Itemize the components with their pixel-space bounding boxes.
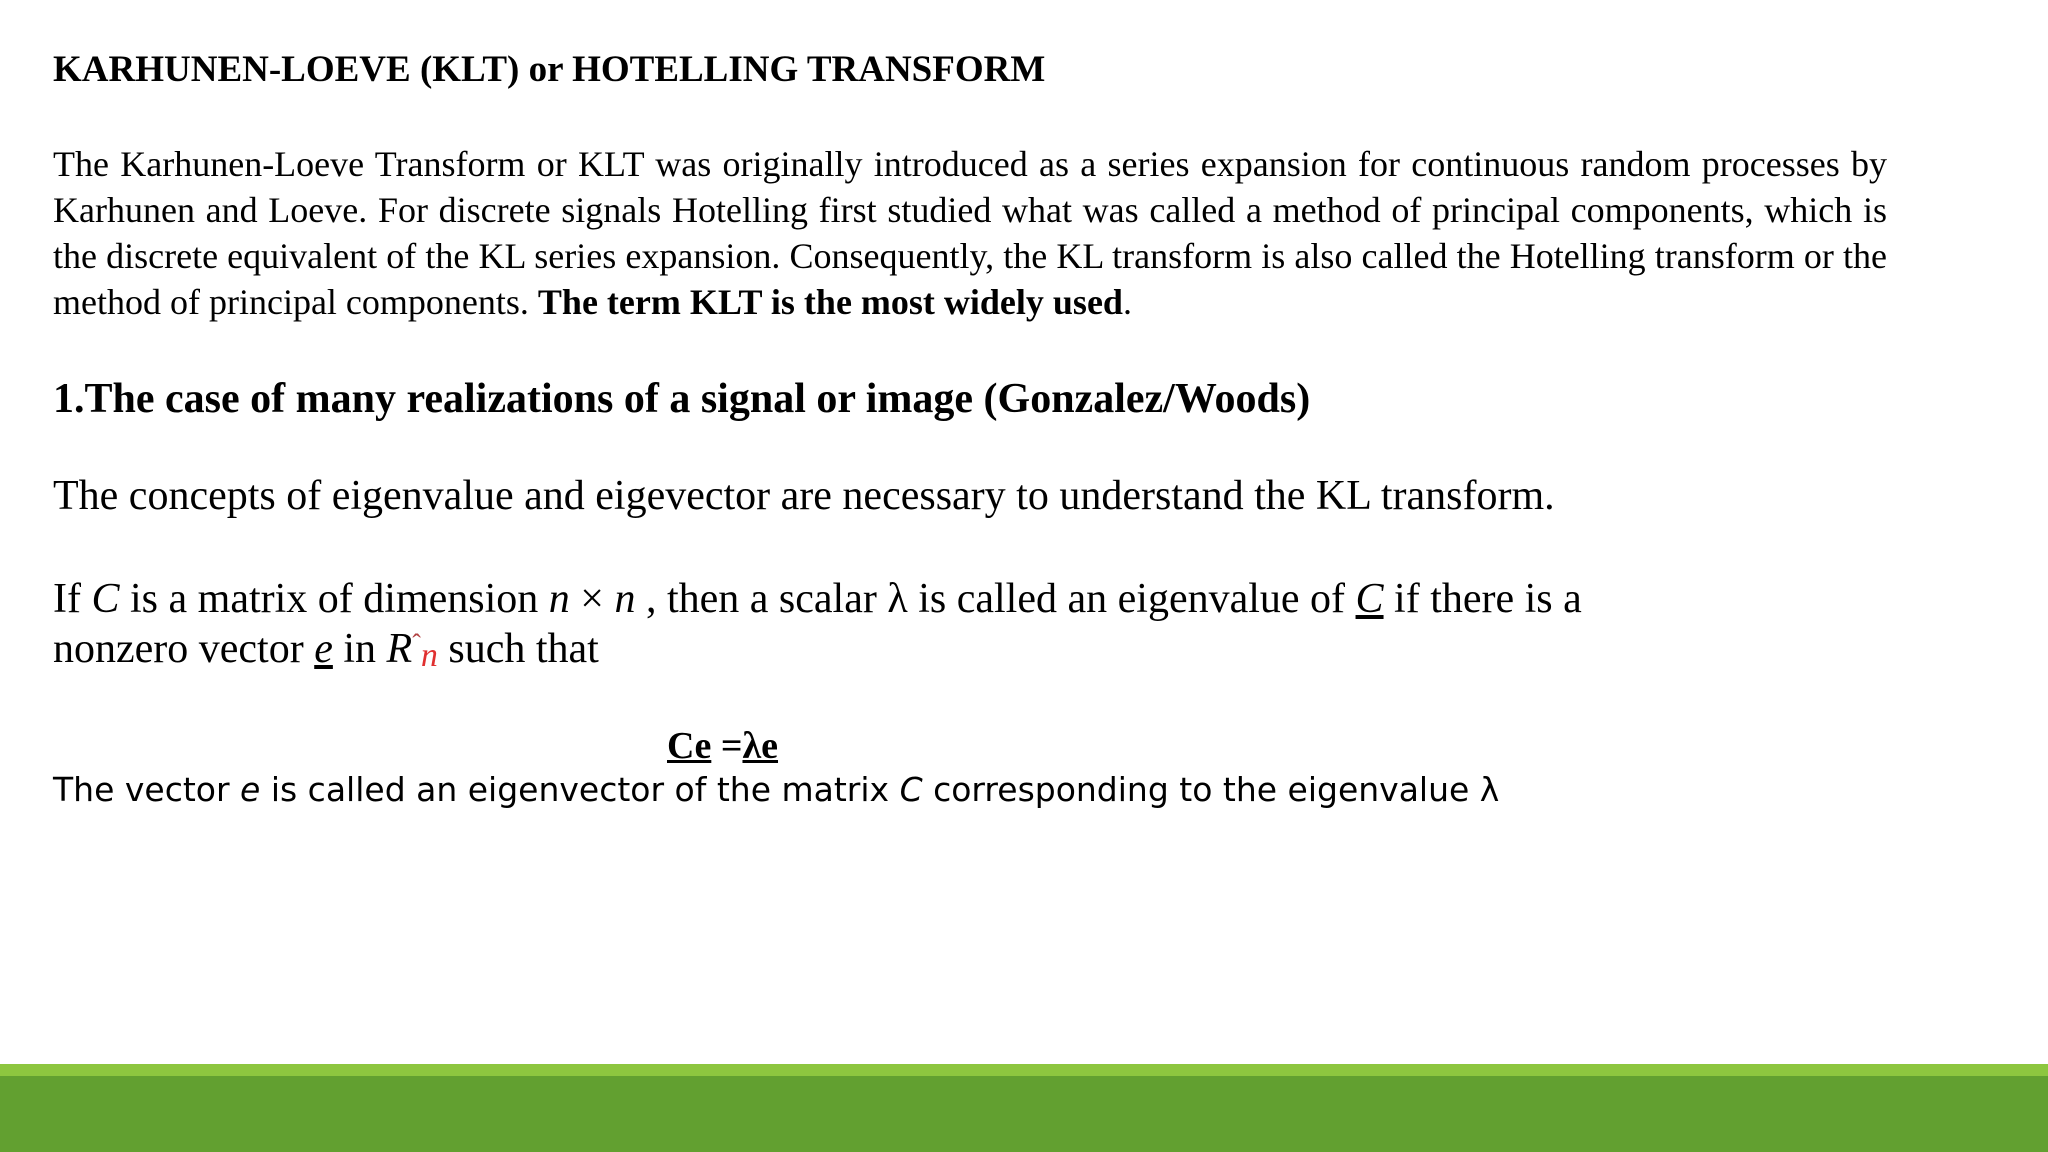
intro-paragraph bbox=[53, 141, 1887, 325]
def-n-2: n bbox=[614, 576, 636, 622]
eigvec-text-2: is called an eigenvector of the matrix bbox=[260, 770, 900, 809]
footer-stripe-light bbox=[0, 1064, 2048, 1076]
def-text-4: if there is a bbox=[1383, 576, 1582, 622]
eigenvector-sentence bbox=[53, 770, 1499, 809]
eigvec-c: C bbox=[899, 770, 923, 809]
def-vector-e: e bbox=[314, 626, 333, 672]
eigvec-text-1: The vector bbox=[53, 770, 241, 809]
equation-equals: = bbox=[711, 725, 743, 767]
def-text-1: If bbox=[53, 576, 92, 622]
slide-title: KARHUNEN-LOEVE (KLT) or HOTELLING TRANSFORM bbox=[53, 49, 1046, 90]
def-matrix-c: C bbox=[91, 576, 120, 622]
def-n-1: n bbox=[548, 576, 570, 622]
def-superscript-n: n bbox=[420, 637, 438, 674]
def-text-7: such that bbox=[437, 626, 599, 672]
def-hat: ˆ bbox=[412, 629, 421, 658]
section-heading: 1.The case of many realizations of a signal or image (Gonzalez/Woods) bbox=[53, 376, 1311, 422]
eigvec-text-3: corresponding to the eigenvalue λ bbox=[922, 770, 1500, 809]
eigen-equation bbox=[667, 724, 778, 768]
def-text-3: , then a scalar λ is called an eigenvalue of bbox=[635, 576, 1356, 622]
equation-rhs: λe bbox=[742, 725, 779, 767]
def-text-6: in bbox=[332, 626, 387, 672]
def-matrix-c-underlined: C bbox=[1355, 576, 1384, 622]
intro-text: The Karhunen-Loeve Transform or KLT was originally introduced as a series expansion for continuous random processes by Karhunen and Loeve. For discrete signals Hotelling first studied what was called a method of principal components, which is the discrete equivalent of the KL series expansion. Consequently, the KL transform is also called the Hotelling transform or the method of principal components. bbox=[53, 144, 1887, 322]
intro-end: . bbox=[1122, 282, 1132, 322]
def-text-5: nonzero vector bbox=[53, 626, 315, 672]
def-text-2: is a matrix of dimension bbox=[119, 576, 549, 622]
equation-lhs: Ce bbox=[667, 725, 712, 767]
def-times: × bbox=[569, 576, 615, 622]
def-r: R bbox=[386, 626, 413, 672]
footer-bar bbox=[0, 1076, 2048, 1152]
eigvec-e: e bbox=[240, 770, 261, 809]
eigenvalue-definition bbox=[53, 574, 1582, 679]
concepts-sentence: The concepts of eigenvalue and eigevector are necessary to understand the KL transform. bbox=[53, 473, 1555, 519]
intro-bold-text: The term KLT is the most widely used bbox=[537, 282, 1123, 322]
